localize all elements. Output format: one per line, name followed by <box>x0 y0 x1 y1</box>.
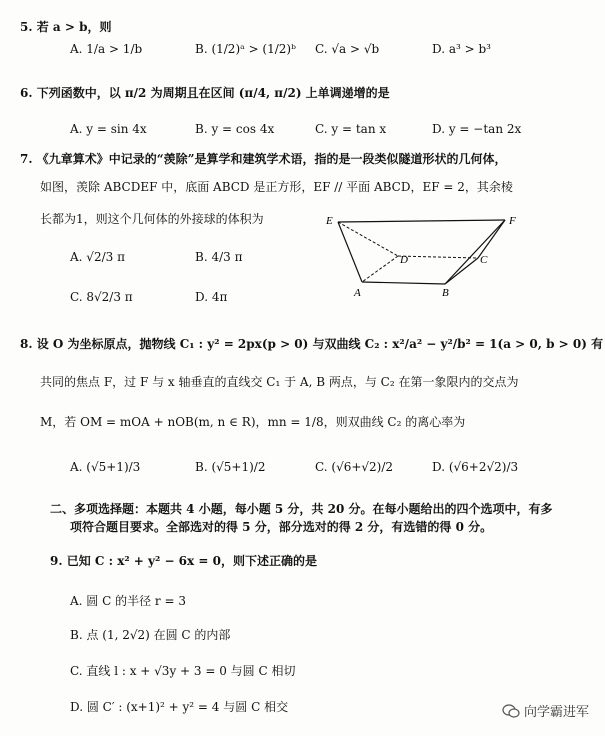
label-c: C <box>480 254 488 266</box>
section2-rules: 项符合题目要求。全部选对的得 5 分，部分选对的得 2 分，有选错的得 0 分。 <box>70 520 493 534</box>
q6-option-c: C. y = tan x <box>315 122 387 136</box>
q6-option-b: B. y = cos 4x <box>195 122 275 136</box>
q7-option-c: C. 8√2/3 π <box>70 290 133 304</box>
q7-line2: 如图，羡除 ABCDEF 中，底面 ABCD 是正方形，EF // 平面 ABCD，EF = 2，其余棱 <box>40 180 513 194</box>
q6-stem: 6. 下列函数中，以 π/2 为周期且在区间 (π/4, π/2) 上单调递增的是 <box>20 86 390 100</box>
q8-line3: M，若 OM = mOA + nOB(m, n ∈ R)，mn = 1/8，则双曲线 C₂ 的离心率为 <box>40 415 466 429</box>
label-f: F <box>509 215 516 227</box>
q8-option-d: D. (√6+2√2)/3 <box>432 460 519 474</box>
watermark <box>502 701 589 720</box>
q8-line1: 8. 设 O 为坐标原点，抛物线 C₁ : y² = 2px(p > 0) 与双曲线 C₂ : x²/a² − y²/b² = 1(a > 0, b > 0) 有 <box>20 337 604 351</box>
q5-option-c: C. √a > √b <box>315 42 380 56</box>
label-d: D <box>400 254 408 266</box>
watermark-text: 向学霸进军 <box>523 705 589 720</box>
section2-heading: 二、多项选择题：本题共 4 小题，每小题 5 分，共 20 分。在每小题给出的四个选项中，有多 <box>50 502 553 516</box>
q8-option-b: B. (√5+1)/2 <box>195 460 266 474</box>
q7-option-d: D. 4π <box>195 290 228 304</box>
q9-option-b: B. 点 (1, 2√2) 在圆 C 的内部 <box>70 628 231 642</box>
q7-option-a: A. √2/3 π <box>70 250 125 264</box>
q5-option-d: D. a³ > b³ <box>432 42 491 56</box>
q7-option-b: B. 4/3 π <box>195 250 243 264</box>
q8-option-a: A. (√5+1)/3 <box>70 460 141 474</box>
q5-stem: 5. 若 a > b，则 <box>20 20 112 34</box>
q5-option-b: B. (1/2)ᵃ > (1/2)ᵇ <box>195 42 296 56</box>
wechat-icon <box>502 703 520 719</box>
q7-line3: 长都为1，则这个几何体的外接球的体积为 <box>40 212 264 226</box>
q9-option-a: A. 圆 C 的半径 r = 3 <box>70 594 186 608</box>
label-a: A <box>354 287 361 299</box>
q9-option-d: D. 圆 C′ : (x+1)² + y² = 4 与圆 C 相交 <box>70 700 289 714</box>
q7-line1: 7. 《九章算术》中记录的“羡除”是算学和建筑学术语，指的是一段类似隧道形状的几何体， <box>20 152 507 166</box>
q8-option-c: C. (√6+√2)/2 <box>315 460 394 474</box>
q8-line2: 共同的焦点 F，过 F 与 x 轴垂直的直线交 C₁ 于 A, B 两点，与 C₂ 在第一象限内的交点为 <box>40 375 519 389</box>
q6-option-d: D. y = −tan 2x <box>432 122 522 136</box>
q9-option-c: C. 直线 l : x + √3y + 3 = 0 与圆 C 相切 <box>70 664 296 678</box>
q9-stem: 9. 已知 C : x² + y² − 6x = 0，则下述正确的是 <box>50 554 317 568</box>
label-b: B <box>442 287 449 299</box>
q5-option-a: A. 1/a > 1/b <box>70 42 143 56</box>
label-e: E <box>326 215 333 227</box>
q6-option-a: A. y = sin 4x <box>70 122 147 136</box>
q7-figure <box>320 210 530 305</box>
